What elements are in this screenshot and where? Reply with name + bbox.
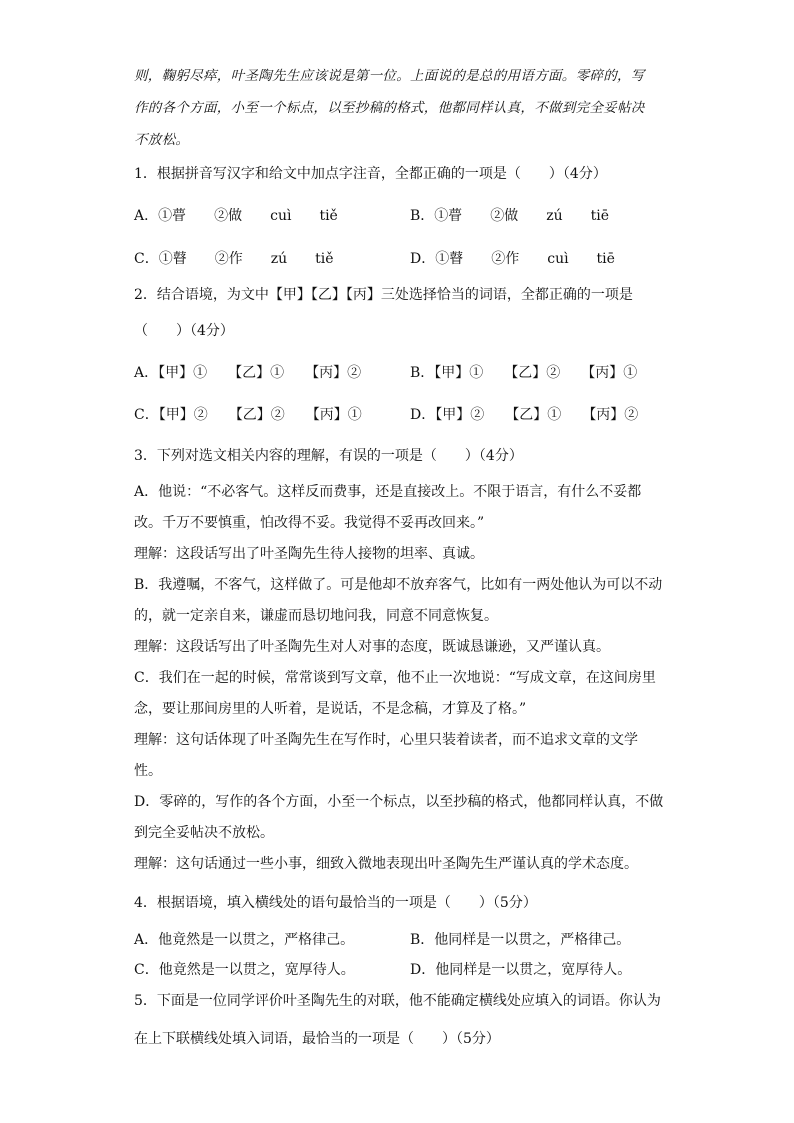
question-3-option-d-text: D．零碎的，写作的各个方面，小至一个标点，以至抄稿的格式，他都同样认真，不做到完全妥帖决不放松。 xyxy=(134,794,664,841)
question-1-stem: 1．根据拼音写汉字和给文中加点字注音，全都正确的一项是（ ）（4分） xyxy=(134,166,607,182)
question-4-option-d: D．他同样是一以贯之，宽厚待人。 xyxy=(410,962,632,978)
question-5-stem-line-2: 在上下联横线处填入词语，最恰当的一项是（ ）（5分） xyxy=(134,1031,500,1047)
question-3-option-b-text: B．我遵嘱，不客气，这样做了。可是他却不放弃客气，比如有一两处他认为可以不动的，就一定亲自来，谦虚而恳切地问我，同意不同意恢复。 xyxy=(134,577,663,624)
question-3-option-c-text: C．我们在一起的时候，常常谈到写文章，他不止一次地说：“写成文章，在这间房里念，要让那间房里的人听着，是说话，不是念稿，才算及了格。” xyxy=(134,670,656,717)
question-2-stem-line-2: （ ）（4分） xyxy=(134,323,234,339)
question-2-option-d: D．【甲】② 【乙】① 【丙】② xyxy=(410,407,639,423)
question-4-stem: 4．根据语境，填入横线处的语句最恰当的一项是（ ）（5分） xyxy=(134,895,537,911)
question-3-stem: 3．下列对选文相关内容的理解，有误的一项是（ ）（4分） xyxy=(134,448,523,464)
question-4-option-a: A．他竟然是一以贯之，严格律己。 xyxy=(134,932,355,948)
question-3-option-a-text: A．他说：“不必客气。这样反而费事，还是直接改上。不限于语言，有什么不妥都改。千万不要慎重，怕改得不妥。我觉得不妥再改回来。” xyxy=(134,484,642,531)
question-2-stem-line-1: 2．结合语境，为文中【甲】【乙】【丙】三处选择恰当的词语，全都正确的一项是 xyxy=(134,287,633,303)
question-3-option-c-note: 理解：这句话体现了叶圣陶先生在写作时，心里只装着读者，而不追求文章的文学性。 xyxy=(134,732,638,779)
question-1-option-c: C．①瞽 ②作 zú tiě xyxy=(134,251,334,267)
question-2-option-c: C．【甲】② 【乙】② 【丙】① xyxy=(134,407,362,423)
passage-line-1: 则，鞠躬尽瘁，叶圣陶先生应该说是第一位。上面说的是总的用语方面。零碎的，写 xyxy=(134,68,645,84)
question-4-option-c: C．他竟然是一以贯之，宽厚待人。 xyxy=(134,962,355,978)
question-1-option-b: B．①瞢 ②做 zú tiē xyxy=(410,208,610,224)
question-3-option-a-note: 理解：这段话写出了叶圣陶先生待人接物的坦率、真诚。 xyxy=(134,546,484,562)
passage-line-3: 不放松。 xyxy=(134,132,190,148)
question-4-option-b: B．他同样是一以贯之，严格律己。 xyxy=(410,932,631,948)
question-1-option-d: D．①瞽 ②作 cuì tiē xyxy=(410,251,615,267)
question-2-option-a: A．【甲】① 【乙】① 【丙】② xyxy=(134,365,362,381)
question-3-option-d-note: 理解：这句话通过一些小事，细致入微地表现出叶圣陶先生严谨认真的学术态度。 xyxy=(134,856,638,872)
question-3-option-b-note: 理解：这段话写出了叶圣陶先生对人对事的态度，既诚恳谦逊，又严谨认真。 xyxy=(134,639,610,655)
question-2-option-b: B．【甲】① 【乙】② 【丙】① xyxy=(410,365,638,381)
question-1-option-a: A．①瞢 ②做 cuì tiě xyxy=(134,208,338,224)
question-5-stem-line-1: 5．下面是一位同学评价叶圣陶先生的对联，他不能确定横线处应填入的词语。你认为 xyxy=(134,993,661,1009)
passage-line-2: 作的各个方面，小至一个标点，以至抄稿的格式，他都同样认真，不做到完全妥帖决 xyxy=(134,100,645,116)
